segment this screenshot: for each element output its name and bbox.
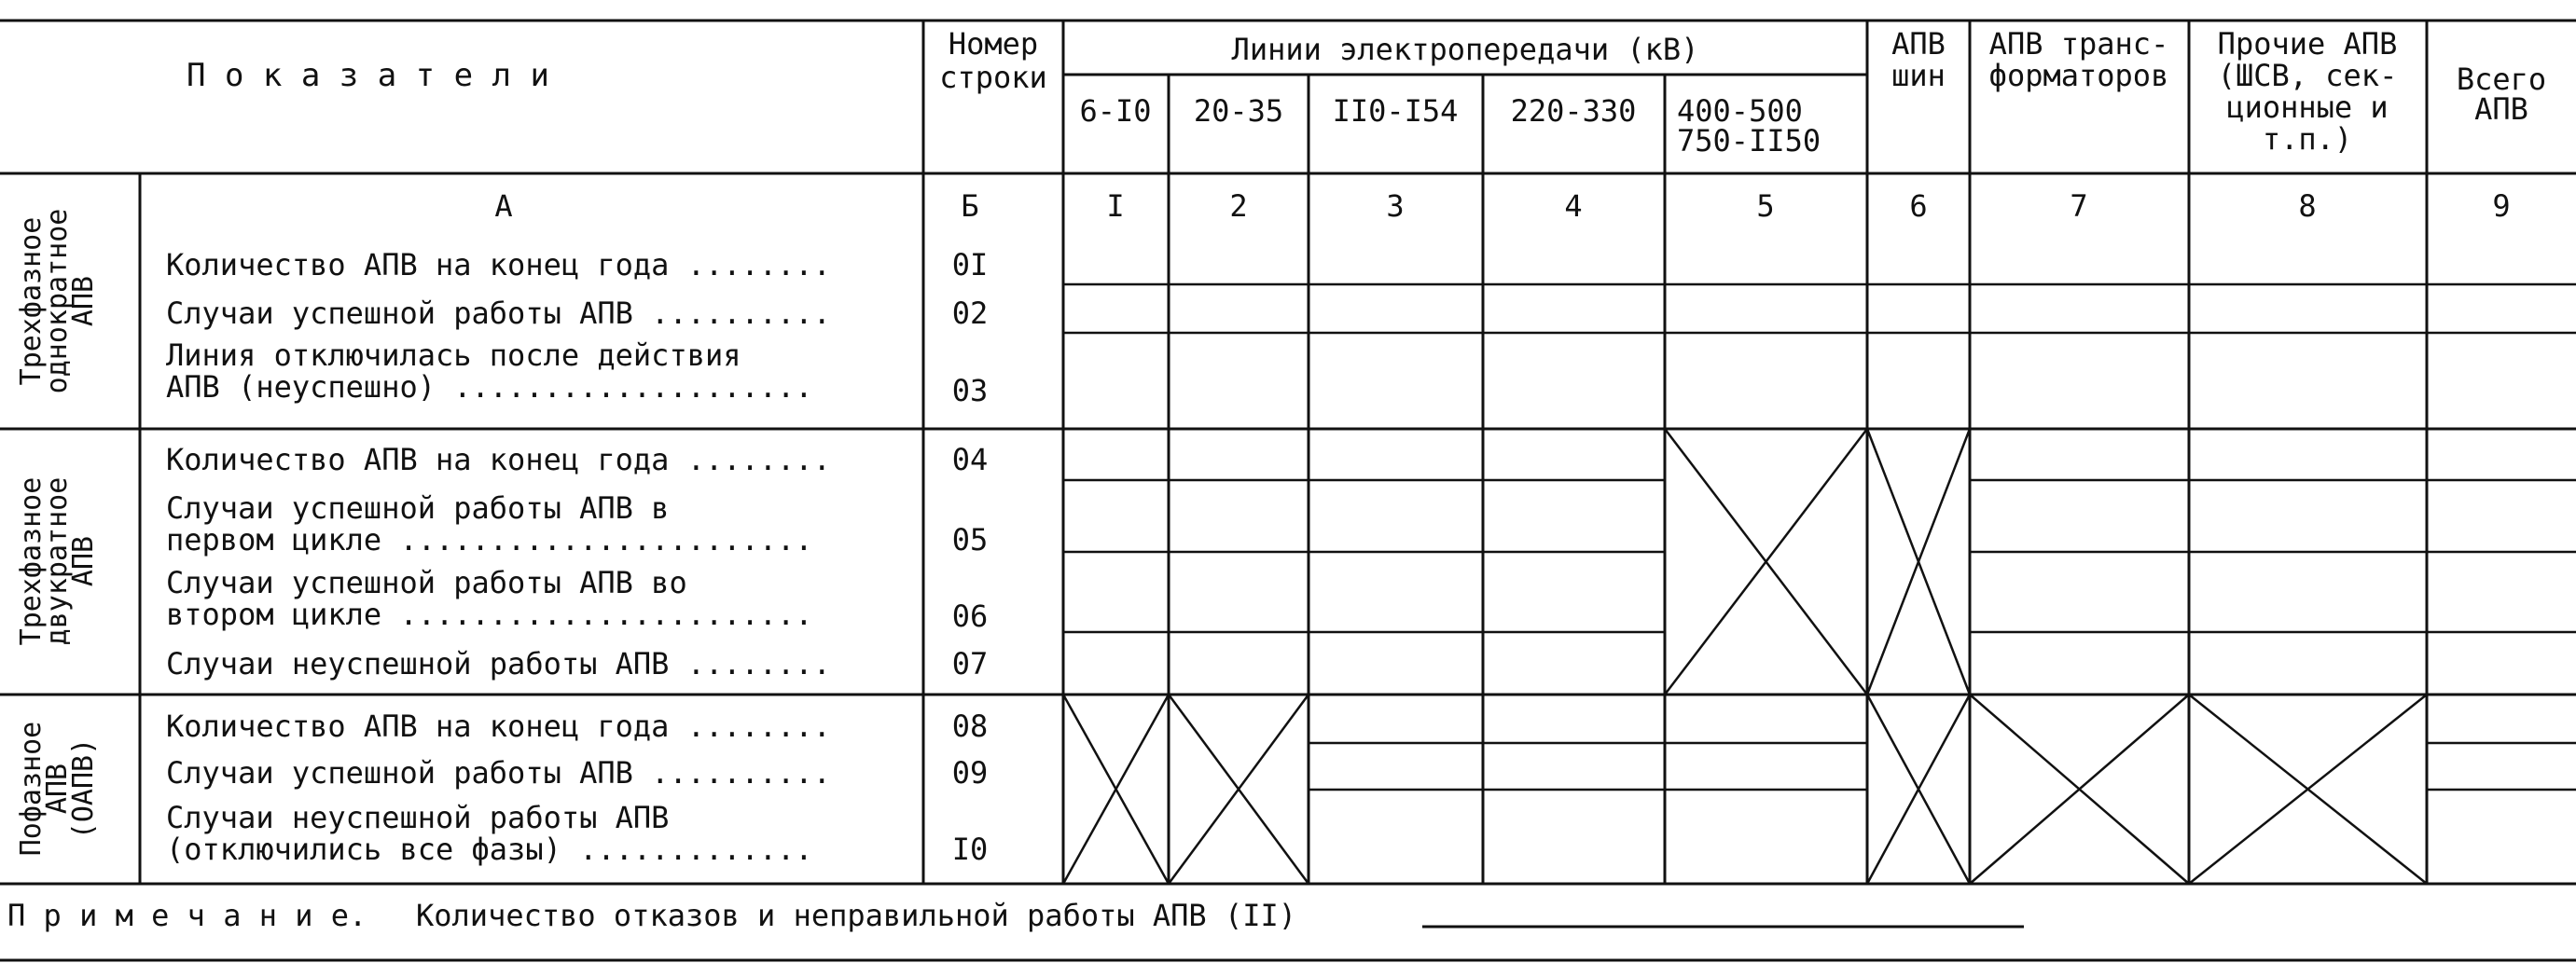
row-number-header-line2: строки bbox=[939, 60, 1047, 95]
column-code-4: 4 bbox=[1564, 188, 1583, 224]
row-10-number: I0 bbox=[951, 832, 989, 867]
svg-text:АПВ: АПВ bbox=[67, 535, 100, 587]
column-code-8: 8 bbox=[2298, 188, 2317, 224]
svg-text:двукратное: двукратное bbox=[41, 476, 74, 646]
row-03-text-line1: Линия отключилась после действия bbox=[166, 337, 741, 373]
row-08-text: Количество АПВ на конец года ........ bbox=[166, 709, 831, 744]
row-03-text-line2: АПВ (неуспешно) .................... bbox=[166, 369, 813, 405]
svg-text:Пофазное: Пофазное bbox=[15, 721, 48, 857]
svg-text:АПВ: АПВ bbox=[41, 763, 74, 815]
column-code-a: А bbox=[494, 188, 513, 224]
total-apv-header-line2: АПВ bbox=[2474, 91, 2528, 127]
row-number-header-line1: Номер bbox=[948, 26, 1039, 62]
other-apv-header-line1: Прочие АПВ bbox=[2217, 26, 2398, 62]
crossed-cell-group3-col8 bbox=[2189, 695, 2427, 884]
row-03-number: 03 bbox=[951, 373, 989, 408]
note-text: Количество отказов и неправильной работы АПВ (II) bbox=[416, 898, 1297, 933]
column-code-6: 6 bbox=[1909, 188, 1928, 224]
column-code-3: 3 bbox=[1386, 188, 1405, 224]
crossed-cell-group3-col6 bbox=[1867, 695, 1970, 884]
power-lines-header: Линии электропередачи (кВ) bbox=[1231, 32, 1699, 67]
row-04-text: Количество АПВ на конец года ........ bbox=[166, 442, 831, 477]
group3-row-rules bbox=[1309, 743, 2576, 790]
row-10-text-line2: (отключились все фазы) ............. bbox=[166, 832, 813, 867]
row-09-number: 09 bbox=[951, 755, 989, 791]
row-02-number: 02 bbox=[951, 296, 989, 331]
row-06-text-line2: втором цикле ....................... bbox=[166, 597, 813, 632]
apv-bus-header-line2: шин bbox=[1891, 58, 1946, 93]
column-code-2: 2 bbox=[1229, 188, 1248, 224]
column-code-5: 5 bbox=[1756, 188, 1775, 224]
svg-text:Трехфазное: Трехфазное bbox=[15, 216, 48, 386]
other-apv-header-line3: ционные и bbox=[2226, 89, 2389, 125]
row-07-text: Случаи неуспешной работы АПВ ........ bbox=[166, 646, 831, 681]
svg-text:АПВ: АПВ bbox=[67, 275, 100, 327]
row-08-number: 08 bbox=[951, 709, 989, 744]
column-code-b: Б bbox=[961, 188, 979, 224]
indicators-header: П о к а з а т е л и bbox=[187, 57, 549, 94]
row-01-text: Количество АПВ на конец года ........ bbox=[166, 247, 831, 282]
group2-row-rules bbox=[1063, 480, 2576, 632]
crossed-cell-group3-col1 bbox=[1063, 695, 1169, 884]
voltage-header-110-154: II0-I54 bbox=[1332, 93, 1459, 129]
group-label-three-phase-double bbox=[15, 477, 100, 646]
row-05-text-line1: Случаи успешной работы АПВ в bbox=[166, 490, 670, 526]
row-02-text: Случаи успешной работы АПВ .......... bbox=[166, 296, 831, 331]
svg-text:Трехфазное: Трехфазное bbox=[15, 476, 48, 646]
crossed-cell-group3-col7 bbox=[1970, 695, 2189, 884]
svg-text:однократное: однократное bbox=[41, 208, 74, 394]
voltage-header-6-10: 6-I0 bbox=[1079, 93, 1152, 129]
note-label: П р и м е ч а н и е. bbox=[7, 898, 367, 933]
crossed-cell-group2-col6 bbox=[1867, 429, 1970, 695]
group-label-three-phase-single bbox=[15, 209, 100, 394]
row-06-text-line1: Случаи успешной работы АПВ во bbox=[166, 565, 687, 600]
voltage-header-750-1150: 750-II50 bbox=[1677, 123, 1821, 158]
other-apv-header-line4: т.п.) bbox=[2262, 121, 2353, 157]
crossed-cell-group2-col5 bbox=[1665, 429, 1867, 695]
row-04-number: 04 bbox=[951, 442, 989, 477]
voltage-header-20-35: 20-35 bbox=[1193, 93, 1284, 129]
voltage-header-220-330: 220-330 bbox=[1510, 93, 1637, 129]
row-01-number: 0I bbox=[951, 247, 989, 282]
column-code-1: I bbox=[1106, 188, 1125, 224]
column-code-9: 9 bbox=[2492, 188, 2511, 224]
apv-transformers-header-line1: АПВ транс- bbox=[1988, 26, 2169, 62]
row-05-text-line2: первом цикле ....................... bbox=[166, 522, 813, 557]
row-07-number: 07 bbox=[951, 646, 989, 681]
row-10-text-line1: Случаи неуспешной работы АПВ bbox=[166, 800, 670, 835]
svg-text:(ОАПВ): (ОАПВ) bbox=[67, 737, 100, 840]
apv-bus-header-line1: АПВ bbox=[1891, 26, 1946, 62]
group1-row-rules bbox=[1063, 284, 2576, 333]
row-06-number: 06 bbox=[951, 599, 989, 634]
row-05-number: 05 bbox=[951, 522, 989, 557]
other-apv-header-line2: (ШСВ, сек- bbox=[2217, 58, 2398, 93]
voltage-header-400-500: 400-500 bbox=[1677, 93, 1803, 129]
column-code-7: 7 bbox=[2070, 188, 2088, 224]
crossed-cell-group3-col2 bbox=[1169, 695, 1309, 884]
group-label-single-phase bbox=[15, 722, 100, 857]
apv-transformers-header-line2: форматоров bbox=[1988, 58, 2169, 93]
total-apv-header-line1: Всего bbox=[2456, 62, 2547, 97]
row-09-text: Случаи успешной работы АПВ .......... bbox=[166, 755, 831, 791]
